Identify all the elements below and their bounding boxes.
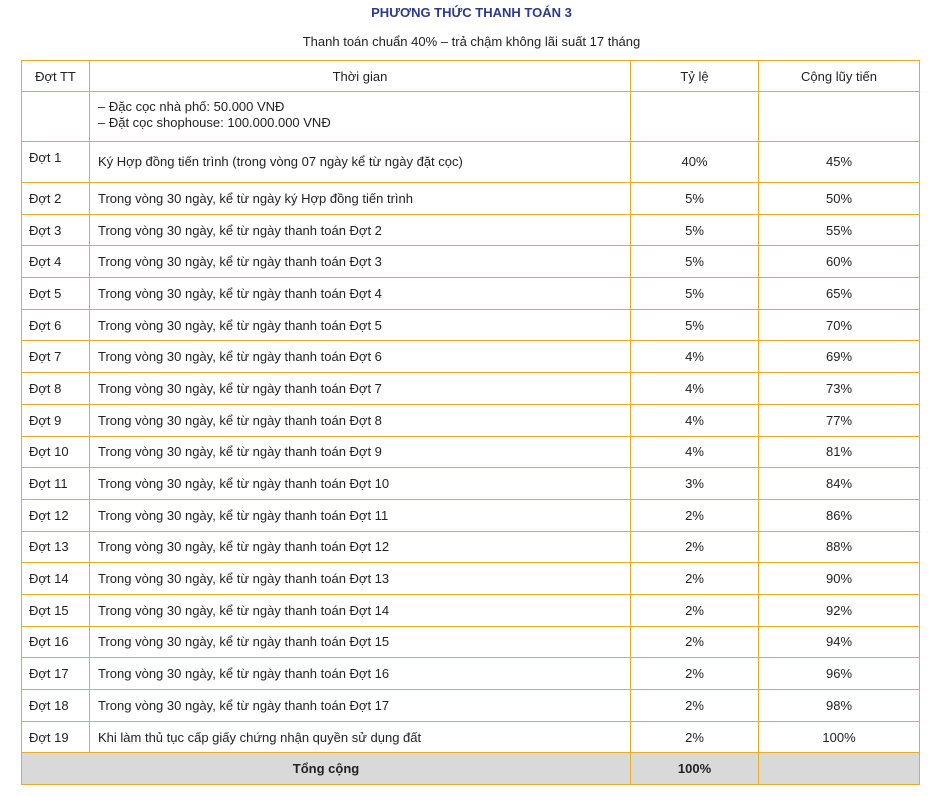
rate-cell: 5%: [631, 214, 759, 246]
stage-cell: Đợt 18: [22, 690, 90, 722]
cumulative-cell: 50%: [759, 183, 920, 215]
rate-cell: 2%: [631, 658, 759, 690]
time-cell: Khi làm thủ tục cấp giấy chứng nhận quyền sử dụng đất: [90, 721, 631, 753]
cumulative-cell: 96%: [759, 658, 920, 690]
table-row: [22, 278, 920, 310]
header-cumulative: Cộng lũy tiến: [759, 61, 920, 92]
stage-cell: Đợt 10: [22, 436, 90, 468]
cumulative-cell: 81%: [759, 436, 920, 468]
stage-cell: Đợt 15: [22, 594, 90, 626]
table-row: [22, 626, 920, 658]
cumulative-cell: 55%: [759, 214, 920, 246]
time-cell: Ký Hợp đồng tiến trình (trong vòng 07 ngày kể từ ngày đặt cọc): [90, 142, 631, 183]
deposit-line-townhouse: – Đặc cọc nhà phố: 50.000 VNĐ: [98, 99, 285, 114]
rate-cell: 5%: [631, 183, 759, 215]
rate-cell: 4%: [631, 373, 759, 405]
deposit-stage-cell: [22, 92, 90, 142]
table-row: [22, 373, 920, 405]
cumulative-cell: 73%: [759, 373, 920, 405]
rate-cell: 5%: [631, 278, 759, 310]
stage-cell: Đợt 12: [22, 499, 90, 531]
total-label: Tổng cộng: [22, 753, 631, 785]
rate-cell: 40%: [631, 142, 759, 183]
deposit-line-shophouse: – Đặt cọc shophouse: 100.000.000 VNĐ: [98, 115, 331, 130]
rate-cell: 2%: [631, 531, 759, 563]
table-row: [22, 690, 920, 722]
header-stage: Đợt TT: [22, 61, 90, 92]
table-header-row: [22, 61, 920, 92]
table-row: [22, 142, 920, 183]
rate-cell: 4%: [631, 404, 759, 436]
page-subtitle: Thanh toán chuẩn 40% – trả chậm không lãi suất 17 tháng: [302, 34, 641, 49]
cumulative-cell: 45%: [759, 142, 920, 183]
rate-cell: 2%: [631, 626, 759, 658]
time-cell: Trong vòng 30 ngày, kể từ ngày thanh toán Đợt 14: [90, 594, 631, 626]
rate-cell: 5%: [631, 246, 759, 278]
table-row: [22, 499, 920, 531]
total-rate: 100%: [631, 753, 759, 785]
time-cell: Trong vòng 30 ngày, kể từ ngày thanh toán Đợt 7: [90, 373, 631, 405]
stage-cell: Đợt 5: [22, 278, 90, 310]
cumulative-cell: 92%: [759, 594, 920, 626]
header-time: Thời gian: [90, 61, 631, 92]
table-row: [22, 531, 920, 563]
rate-cell: 2%: [631, 690, 759, 722]
cumulative-cell: 100%: [759, 721, 920, 753]
time-cell: Trong vòng 30 ngày, kể từ ngày ký Hợp đồng tiến trình: [90, 183, 631, 215]
stage-cell: Đợt 16: [22, 626, 90, 658]
time-cell: Trong vòng 30 ngày, kể từ ngày thanh toán Đợt 15: [90, 626, 631, 658]
table-row: [22, 436, 920, 468]
table-row: [22, 183, 920, 215]
time-cell: Trong vòng 30 ngày, kể từ ngày thanh toán Đợt 10: [90, 468, 631, 500]
total-row: [22, 753, 920, 785]
rate-cell: 2%: [631, 594, 759, 626]
time-cell: Trong vòng 30 ngày, kể từ ngày thanh toán Đợt 6: [90, 341, 631, 373]
deposit-row: [22, 92, 920, 142]
stage-cell: Đợt 2: [22, 183, 90, 215]
table-row: [22, 468, 920, 500]
rate-cell: 4%: [631, 436, 759, 468]
time-cell: Trong vòng 30 ngày, kể từ ngày thanh toán Đợt 13: [90, 563, 631, 595]
cumulative-cell: 86%: [759, 499, 920, 531]
time-cell: Trong vòng 30 ngày, kể từ ngày thanh toán Đợt 9: [90, 436, 631, 468]
cumulative-cell: 94%: [759, 626, 920, 658]
rate-cell: 2%: [631, 563, 759, 595]
stage-cell: Đợt 11: [22, 468, 90, 500]
table-row: [22, 309, 920, 341]
stage-cell: Đợt 13: [22, 531, 90, 563]
stage-cell: Đợt 17: [22, 658, 90, 690]
deposit-time-cell: [90, 92, 631, 142]
stage-cell: Đợt 3: [22, 214, 90, 246]
cumulative-cell: 65%: [759, 278, 920, 310]
page-title: PHƯƠNG THỨC THANH TOÁN 3: [371, 5, 572, 20]
time-cell: Trong vòng 30 ngày, kể từ ngày thanh toán Đợt 17: [90, 690, 631, 722]
cumulative-cell: 69%: [759, 341, 920, 373]
stage-cell: Đợt 7: [22, 341, 90, 373]
time-cell: Trong vòng 30 ngày, kể từ ngày thanh toán Đợt 5: [90, 309, 631, 341]
stage-cell: Đợt 1: [22, 142, 90, 183]
table-row: [22, 594, 920, 626]
rate-cell: 2%: [631, 721, 759, 753]
table-row: [22, 214, 920, 246]
table-row: [22, 341, 920, 373]
deposit-rate-cell: [631, 92, 759, 142]
stage-cell: Đợt 14: [22, 563, 90, 595]
stage-cell: Đợt 8: [22, 373, 90, 405]
time-cell: Trong vòng 30 ngày, kể từ ngày thanh toán Đợt 4: [90, 278, 631, 310]
cumulative-cell: 98%: [759, 690, 920, 722]
rate-cell: 3%: [631, 468, 759, 500]
cumulative-cell: 88%: [759, 531, 920, 563]
stage-cell: Đợt 9: [22, 404, 90, 436]
time-cell: Trong vòng 30 ngày, kể từ ngày thanh toán Đợt 16: [90, 658, 631, 690]
table-row: [22, 404, 920, 436]
stage-cell: Đợt 19: [22, 721, 90, 753]
rate-cell: 4%: [631, 341, 759, 373]
cumulative-cell: 60%: [759, 246, 920, 278]
stage-cell: Đợt 6: [22, 309, 90, 341]
payment-schedule-table: [21, 60, 920, 785]
time-cell: Trong vòng 30 ngày, kể từ ngày thanh toán Đợt 8: [90, 404, 631, 436]
time-cell: Trong vòng 30 ngày, kể từ ngày thanh toán Đợt 2: [90, 214, 631, 246]
rate-cell: 5%: [631, 309, 759, 341]
header-rate: Tỷ lệ: [631, 61, 759, 92]
time-cell: Trong vòng 30 ngày, kể từ ngày thanh toán Đợt 3: [90, 246, 631, 278]
rate-cell: 2%: [631, 499, 759, 531]
time-cell: Trong vòng 30 ngày, kể từ ngày thanh toán Đợt 11: [90, 499, 631, 531]
table-row: [22, 563, 920, 595]
table-row: [22, 721, 920, 753]
cumulative-cell: 70%: [759, 309, 920, 341]
total-cumulative-cell: [759, 753, 920, 785]
cumulative-cell: 90%: [759, 563, 920, 595]
table-row: [22, 246, 920, 278]
time-cell: Trong vòng 30 ngày, kể từ ngày thanh toán Đợt 12: [90, 531, 631, 563]
stage-cell: Đợt 4: [22, 246, 90, 278]
table-row: [22, 658, 920, 690]
deposit-cumulative-cell: [759, 92, 920, 142]
cumulative-cell: 84%: [759, 468, 920, 500]
cumulative-cell: 77%: [759, 404, 920, 436]
